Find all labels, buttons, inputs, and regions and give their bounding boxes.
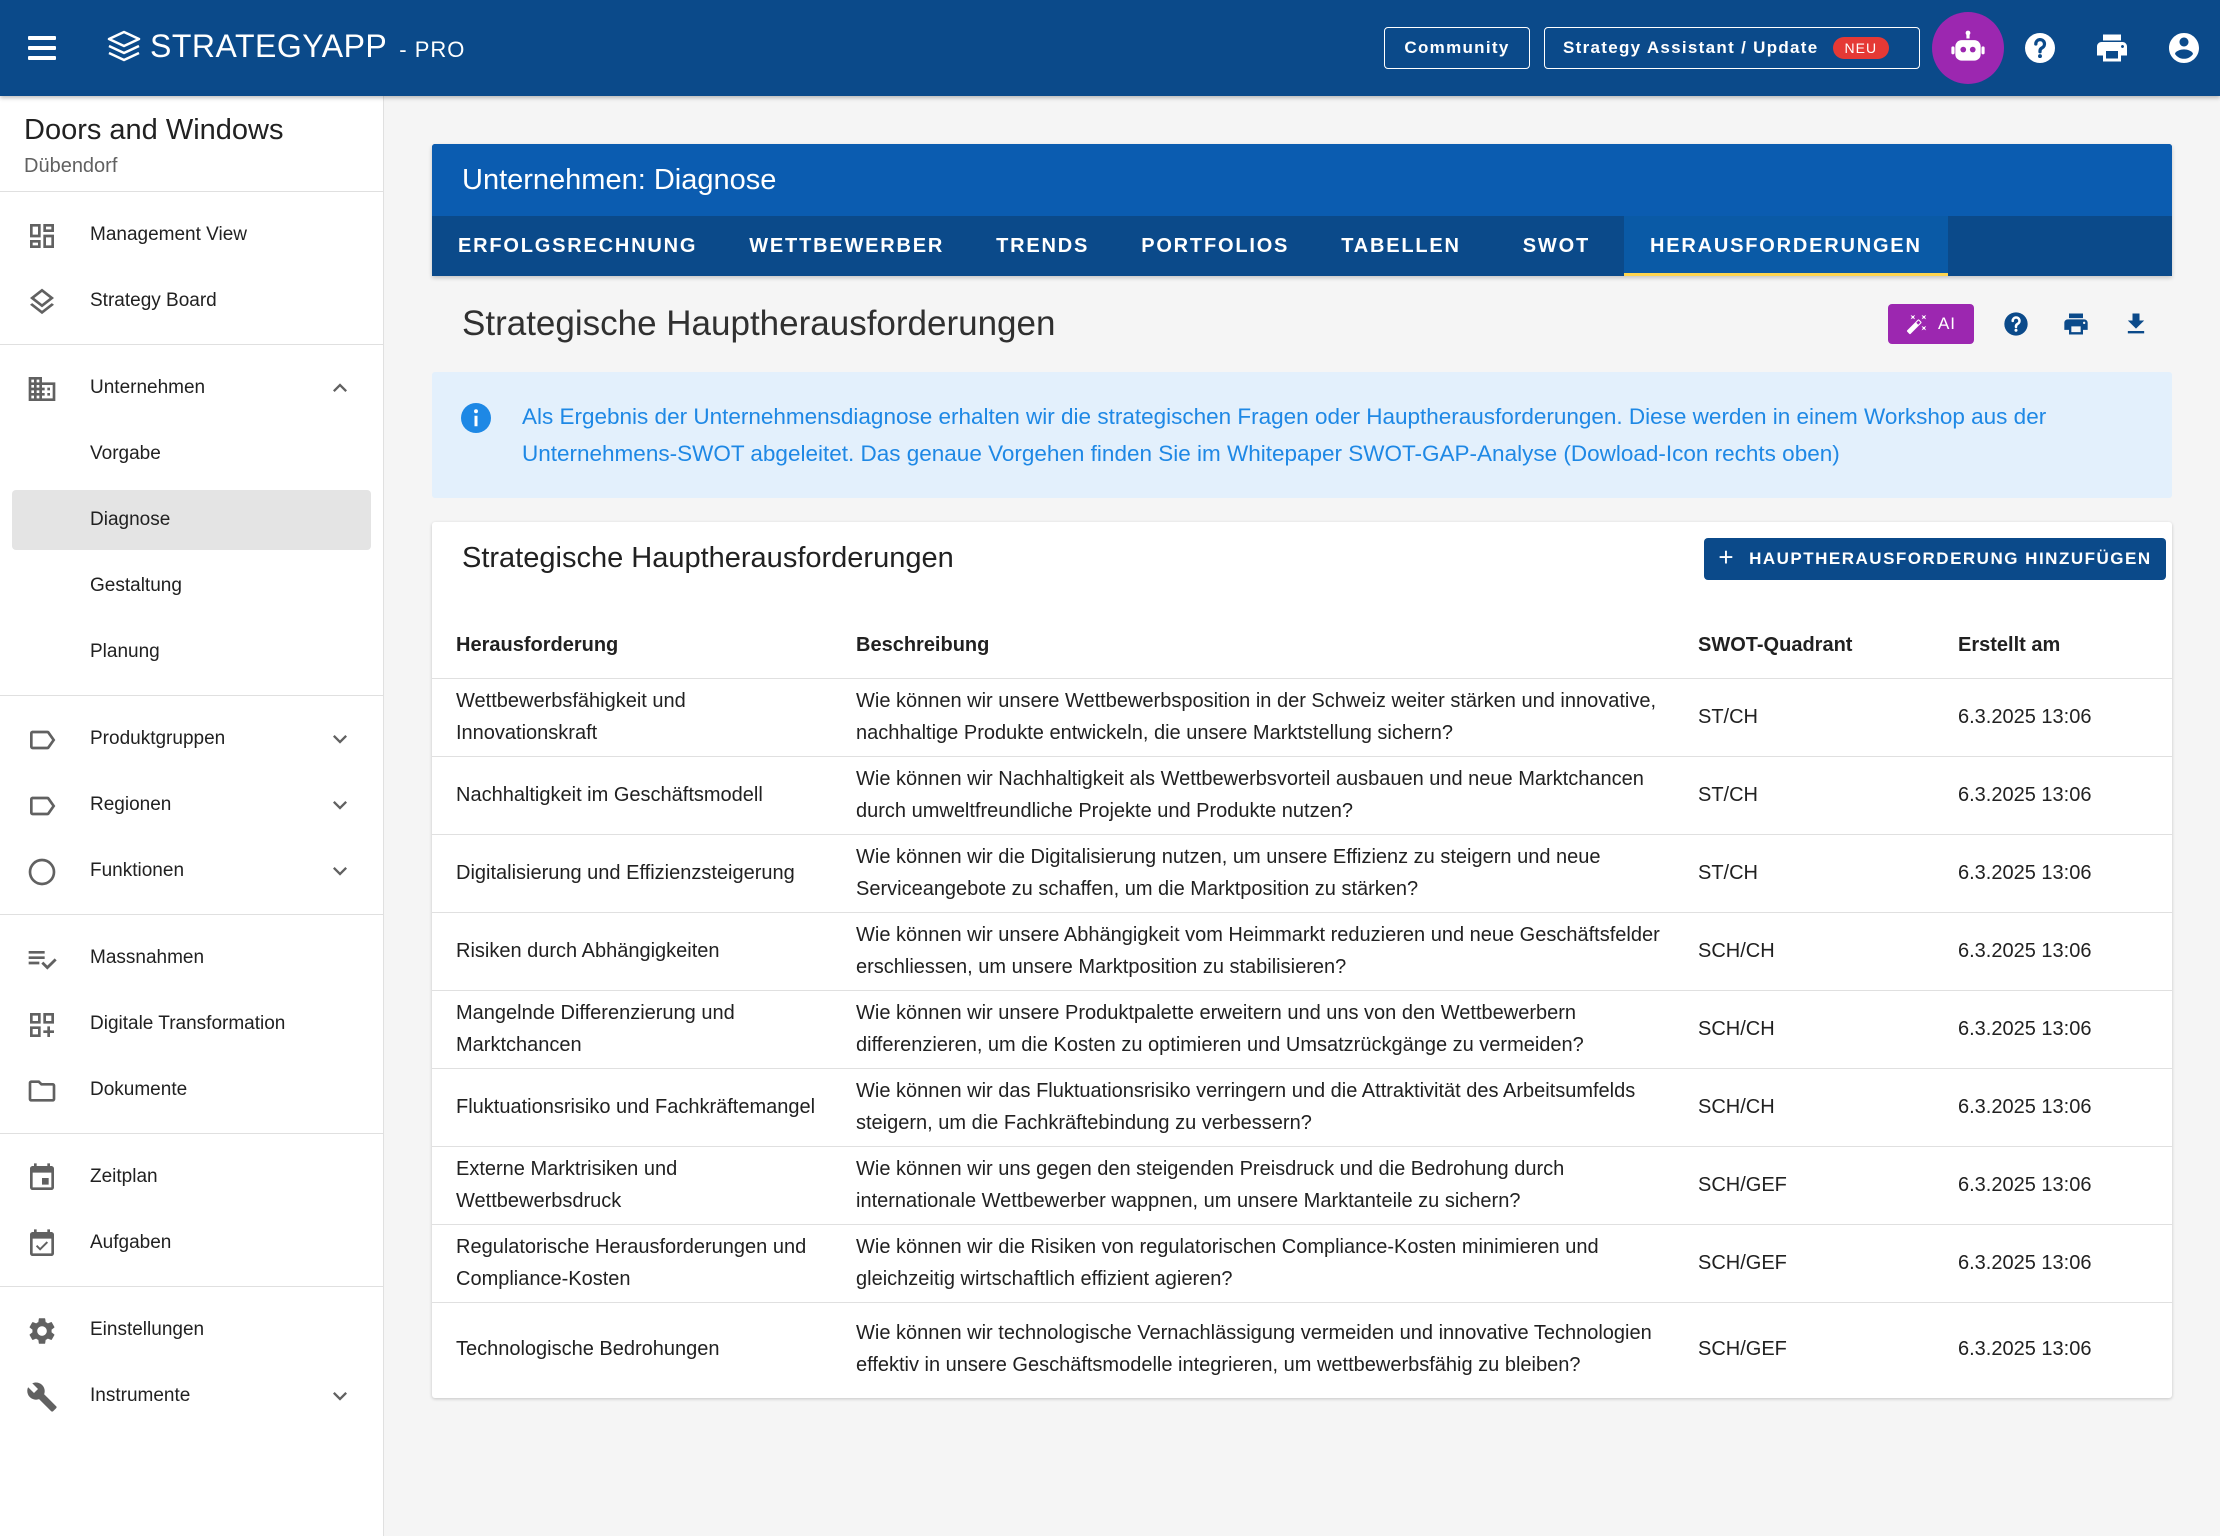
sidebar-item-label: Digitale Transformation (90, 1013, 286, 1034)
tab-portfolios[interactable]: PORTFOLIOS (1141, 234, 1290, 257)
sidebar-item-label: Management View (90, 224, 248, 245)
cell-created-at: 6.3.2025 13:06 (1934, 1146, 2172, 1224)
tab-wettbewerber[interactable]: WETTBEWERBER (749, 234, 945, 257)
cell-swot-quadrant: ST/CH (1674, 834, 1934, 912)
menu-icon[interactable] (24, 30, 60, 66)
app-logo[interactable] (106, 28, 465, 65)
strategy-assistant-label: Strategy Assistant / Update (1563, 38, 1819, 57)
chevron-down-icon[interactable] (326, 857, 354, 885)
sidebar-item-zeitplan[interactable] (0, 1144, 383, 1210)
cell-challenge: Nachhaltigkeit im Geschäftsmodell (432, 756, 832, 834)
circle-icon (26, 856, 58, 888)
sidebar-item-regionen[interactable] (0, 772, 383, 838)
sidebar-item-management-view[interactable] (0, 202, 383, 268)
cell-challenge: Wettbewerbsfähigkeit und Innovationskraft (432, 678, 832, 756)
add-challenge-label: HAUPTHERAUSFORDERUNG HINZUFÜGEN (1749, 549, 2152, 568)
plus-icon: + (1718, 542, 1736, 572)
magic-wand-icon (1906, 313, 1928, 335)
cell-swot-quadrant: ST/CH (1674, 678, 1934, 756)
table-row[interactable] (432, 1302, 2172, 1396)
sidebar-item-einstellungen[interactable] (0, 1297, 383, 1363)
company-header (0, 96, 383, 192)
table-title: Strategische Hauptherausforderungen (462, 542, 954, 574)
cell-swot-quadrant: SCH/CH (1674, 912, 1934, 990)
cell-swot-quadrant: SCH/GEF (1698, 1338, 1787, 1361)
calendar-icon (26, 1162, 58, 1194)
cell-swot-quadrant: SCH/CH (1674, 1068, 1934, 1146)
chevron-down-icon[interactable] (326, 791, 354, 819)
cell-challenge: Technologische Bedrohungen (456, 1338, 720, 1361)
ai-button-label: AI (1937, 314, 1957, 333)
column-header-beschreibung[interactable]: Beschreibung (832, 614, 1674, 678)
chevron-down-icon[interactable] (326, 1382, 354, 1410)
info-icon (458, 400, 494, 436)
sidebar-item-instrumente[interactable] (0, 1363, 383, 1429)
tab-trends[interactable]: TRENDS (996, 234, 1090, 257)
wrench-icon (26, 1381, 58, 1413)
sidebar (0, 96, 384, 1536)
layers-icon (26, 286, 58, 318)
sidebar-item-strategy-board[interactable] (0, 268, 383, 334)
table-row[interactable] (432, 1146, 2172, 1224)
sidebar-item-label: Aufgaben (90, 1232, 172, 1253)
table-row[interactable] (432, 678, 2172, 756)
cell-description: Wie können wir die Risiken von regulatorischen Compliance-Kosten minimieren und gleichzeitig wirtschaftlich effizient agieren? (832, 1224, 1674, 1302)
sidebar-item-label: Regionen (90, 794, 172, 815)
sidebar-item-dokumente[interactable] (0, 1057, 383, 1123)
playlist-check-icon (26, 943, 58, 975)
cell-challenge: Mangelnde Differenzierung und Marktchancen (432, 990, 832, 1068)
cell-created-at: 6.3.2025 13:06 (1934, 912, 2172, 990)
sidebar-item-unternehmen[interactable] (0, 355, 383, 421)
cell-created-at: 6.3.2025 13:06 (1934, 990, 2172, 1068)
building-icon (26, 373, 58, 405)
table-row[interactable] (432, 912, 2172, 990)
add-challenge-button[interactable] (1704, 538, 2166, 580)
sidebar-item-label: Zeitplan (90, 1166, 158, 1187)
nav-group-segments (0, 696, 383, 915)
info-text: Als Ergebnis der Unternehmensdiagnose erhalten wir die strategischen Fragen oder Hauptherausforderungen. Diese werden in einem Workshop aus der Unternehmens-SWOT abgeleitet. Das genaue Vorgehen finden Sie im Whitepaper SWOT-GAP-Analyse (Dowload-Icon rechts oben) (522, 404, 2047, 466)
info-alert (432, 372, 2172, 498)
sidebar-item-label: Unternehmen (90, 377, 206, 398)
challenges-table-card (432, 522, 2172, 1398)
print-icon[interactable] (2062, 310, 2090, 338)
sidebar-item-gestaltung[interactable]: Gestaltung (90, 575, 182, 596)
table-row[interactable] (432, 1068, 2172, 1146)
sidebar-item-label: Massnahmen (90, 947, 205, 968)
cell-challenge: Risiken durch Abhängigkeiten (432, 912, 832, 990)
print-icon[interactable] (2094, 30, 2130, 66)
label-icon (26, 790, 58, 822)
sidebar-item-vorgabe[interactable]: Vorgabe (90, 443, 161, 464)
sidebar-item-label: Instrumente (90, 1385, 191, 1406)
strategy-assistant-button[interactable] (1544, 27, 1920, 69)
cell-swot-quadrant: SCH/CH (1674, 990, 1934, 1068)
section-title: Strategische Hauptherausforderungen (462, 304, 1056, 343)
robot-assistant-button[interactable] (1932, 12, 2004, 84)
cell-description: Wie können wir Nachhaltigkeit als Wettbewerbsvorteil ausbauen und neue Marktchancen durch umweltfreundliche Projekte und Produkte nutzen? (832, 756, 1674, 834)
nav-group-overview (0, 192, 383, 345)
download-icon[interactable] (2122, 310, 2150, 338)
sidebar-item-label: Produktgruppen (90, 728, 226, 749)
calendar-check-icon (26, 1228, 58, 1260)
brand-edition: - PRO (399, 36, 466, 62)
table-row[interactable] (432, 756, 2172, 834)
folder-icon (26, 1075, 58, 1107)
chevron-up-icon[interactable] (326, 374, 354, 402)
sidebar-item-label: Dokumente (90, 1079, 188, 1100)
help-icon[interactable] (2022, 30, 2058, 66)
robot-icon (1949, 29, 1987, 67)
sidebar-item-funktionen[interactable] (0, 838, 383, 904)
sidebar-item-produktgruppen[interactable] (0, 706, 383, 772)
sidebar-item-diagnose[interactable]: Diagnose (12, 490, 371, 550)
cell-description: Wie können wir unsere Abhängigkeit vom Heimmarkt reduzieren und neue Geschäftsfelder erschliessen, um unsere Marktposition zu stabilisieren? (832, 912, 1674, 990)
sidebar-item-aufgaben[interactable] (0, 1210, 383, 1276)
cell-description: Wie können wir uns gegen den steigenden Preisdruck und die Bedrohung durch internationale Wettbewerber wappnen, um unsere Marktanteile zu sichern? (832, 1146, 1674, 1224)
tab-swot[interactable]: SWOT (1522, 234, 1590, 257)
community-button[interactable]: Community (1384, 27, 1530, 69)
cell-challenge: Regulatorische Herausforderungen und Compliance-Kosten (432, 1224, 832, 1302)
cell-swot-quadrant: ST/CH (1674, 756, 1934, 834)
diagnose-card-header (432, 144, 2172, 276)
cell-description: Wie können wir die Digitalisierung nutzen, um unsere Effizienz zu steigern und neue Serviceangebote zu schaffen, um die Marktposition zu stärken? (832, 834, 1674, 912)
cell-created-at: 6.3.2025 13:06 (1934, 678, 2172, 756)
sidebar-item-label: Einstellungen (90, 1319, 205, 1340)
label-icon (26, 724, 58, 756)
sidebar-item-planung[interactable]: Planung (90, 641, 160, 662)
cell-created-at: 6.3.2025 13:06 (1934, 1224, 2172, 1302)
nav-group-planning (0, 1134, 383, 1287)
tab-bar (432, 216, 2172, 276)
cell-description: Wie können wir unsere Produktpalette erweitern und uns von den Wettbewerbern differenzieren, um die Kosten zu optimieren und Umsatzrückgänge zu vermeiden? (832, 990, 1674, 1068)
nav-group-settings (0, 1287, 383, 1439)
card-title: Unternehmen: Diagnose (432, 144, 2172, 216)
company-location: Dübendorf (24, 155, 118, 177)
company-name: Doors and Windows (24, 114, 284, 146)
column-header-erstellt-am[interactable]: Erstellt am (1934, 614, 2172, 678)
table-row[interactable] (432, 834, 2172, 912)
cell-created-at: 6.3.2025 13:06 (1934, 756, 2172, 834)
sidebar-item-label: Funktionen (90, 860, 185, 881)
ai-button[interactable] (1888, 304, 1974, 344)
dashboard-icon (26, 220, 58, 252)
cell-description: Wie können wir das Fluktuationsrisiko verringern und die Attraktivität des Arbeitsumfelds steigern, um die Fachkräftebindung zu verbessern? (832, 1068, 1674, 1146)
table-row[interactable] (432, 1224, 2172, 1302)
tab-herausforderungen[interactable]: HERAUSFORDERUNGEN (1624, 216, 1948, 276)
tab-tabellen[interactable]: TABELLEN (1341, 234, 1461, 257)
nav-group-measures (0, 915, 383, 1134)
sidebar-item-massnahmen[interactable] (0, 925, 383, 991)
sidebar-item-digitale-transformation[interactable] (0, 991, 383, 1057)
cell-challenge: Fluktuationsrisiko und Fachkräftemangel (432, 1068, 832, 1146)
nav-group-unternehmen (0, 345, 383, 696)
cell-created-at: 6.3.2025 13:06 (1934, 1068, 2172, 1146)
add-grid-icon (26, 1009, 58, 1041)
column-header-herausforderung[interactable]: Herausforderung (432, 614, 832, 678)
cell-challenge: Externe Marktrisiken und Wettbewerbsdruck (432, 1146, 832, 1224)
brand-name: STRATEGYAPP (150, 28, 388, 64)
sidebar-item-label: Strategy Board (90, 290, 217, 311)
table-row[interactable] (432, 990, 2172, 1068)
cell-created-at: 6.3.2025 13:06 (1958, 1338, 2092, 1361)
tab-erfolgsrechnung[interactable]: ERFOLGSRECHNUNG (458, 234, 698, 257)
chevron-down-icon[interactable] (326, 725, 354, 753)
cell-description: Wie können wir technologische Vernachlässigung vermeiden und innovative Technologien effektiv in unsere Geschäftsmodelle integrieren, um wettbewerbsfähig zu bleiben? (856, 1322, 1652, 1377)
new-badge: NEU (1833, 37, 1890, 59)
cell-description: Wie können wir unsere Wettbewerbsposition in der Schweiz weiter stärken und innovative, nachhaltige Produkte entwickeln, die unsere Marktstellung sichern? (832, 678, 1674, 756)
cell-swot-quadrant: SCH/GEF (1674, 1146, 1934, 1224)
cell-swot-quadrant: SCH/GEF (1674, 1224, 1934, 1302)
account-icon[interactable] (2166, 30, 2202, 66)
challenges-table (432, 614, 2172, 1396)
gear-icon (26, 1315, 58, 1347)
cell-challenge: Digitalisierung und Effizienzsteigerung (432, 834, 832, 912)
table-header-row (432, 614, 2172, 678)
cell-created-at: 6.3.2025 13:06 (1934, 834, 2172, 912)
layers-logo-icon (106, 29, 142, 65)
help-icon[interactable] (2002, 310, 2030, 338)
top-app-bar (0, 0, 2220, 96)
column-header-swot-quadrant[interactable]: SWOT-Quadrant (1674, 614, 1934, 678)
